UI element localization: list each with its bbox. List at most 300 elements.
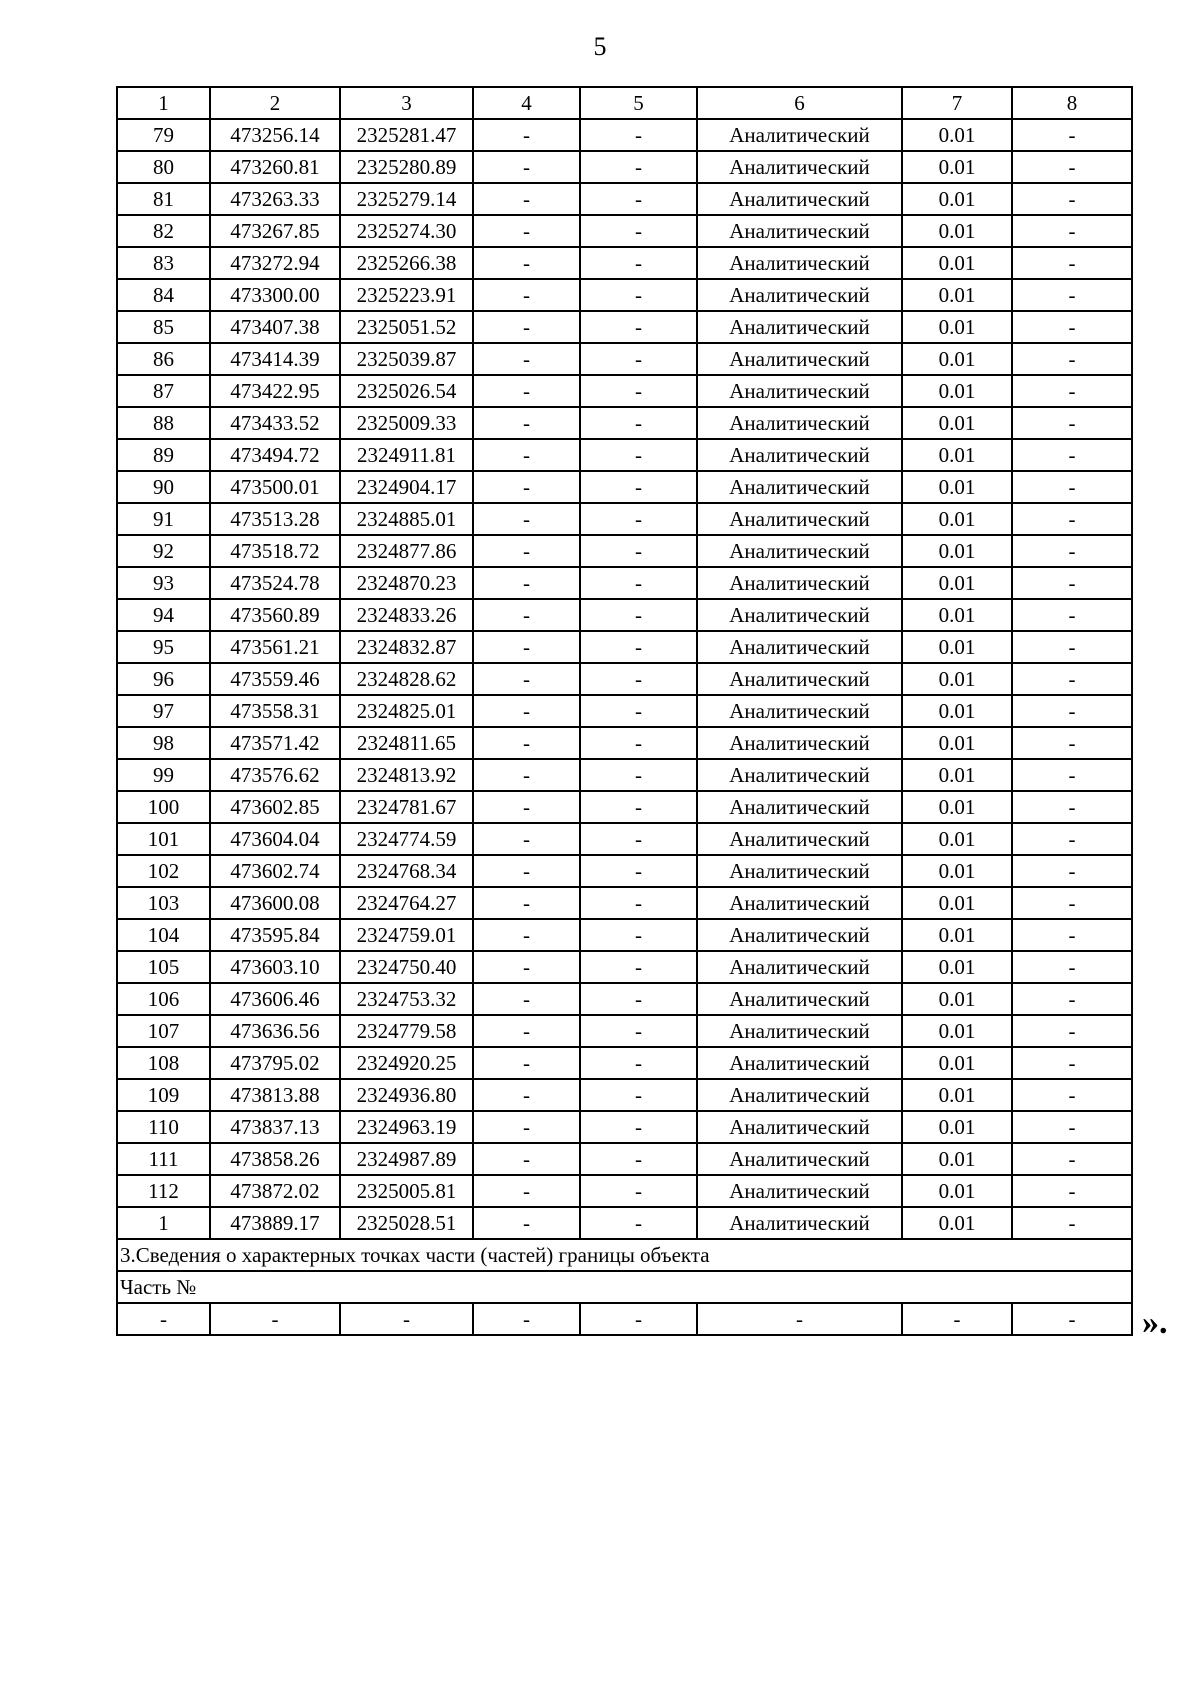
method-cell: Аналитический <box>697 919 902 951</box>
col8-cell: - <box>1012 535 1132 567</box>
col5-cell: - <box>580 791 697 823</box>
method-cell: Аналитический <box>697 247 902 279</box>
col4-cell: - <box>473 503 580 535</box>
header-cell: 1 <box>117 87 210 119</box>
accuracy-cell: 0.01 <box>902 1175 1012 1207</box>
col8-cell: - <box>1012 1047 1132 1079</box>
col4-cell: - <box>473 215 580 247</box>
x-coordinate-cell: 473813.88 <box>210 1079 340 1111</box>
table-row <box>117 503 1132 535</box>
method-cell: Аналитический <box>697 823 902 855</box>
point-number-cell: 81 <box>117 183 210 215</box>
col5-cell: - <box>580 535 697 567</box>
empty-cell: - <box>210 1303 340 1335</box>
accuracy-cell: 0.01 <box>902 727 1012 759</box>
point-number-cell: 94 <box>117 599 210 631</box>
x-coordinate-cell: 473858.26 <box>210 1143 340 1175</box>
method-cell: Аналитический <box>697 183 902 215</box>
y-coordinate-cell: 2324811.65 <box>340 727 473 759</box>
point-number-cell: 82 <box>117 215 210 247</box>
point-number-cell: 1 <box>117 1207 210 1239</box>
point-number-cell: 104 <box>117 919 210 951</box>
header-cell: 3 <box>340 87 473 119</box>
col4-cell: - <box>473 1143 580 1175</box>
y-coordinate-cell: 2324825.01 <box>340 695 473 727</box>
y-coordinate-cell: 2324963.19 <box>340 1111 473 1143</box>
method-cell: Аналитический <box>697 1079 902 1111</box>
header-cell: 4 <box>473 87 580 119</box>
col8-cell: - <box>1012 1015 1132 1047</box>
x-coordinate-cell: 473558.31 <box>210 695 340 727</box>
x-coordinate-cell: 473513.28 <box>210 503 340 535</box>
x-coordinate-cell: 473407.38 <box>210 311 340 343</box>
col4-cell: - <box>473 471 580 503</box>
point-number-cell: 92 <box>117 535 210 567</box>
x-coordinate-cell: 473414.39 <box>210 343 340 375</box>
method-cell: Аналитический <box>697 1143 902 1175</box>
col5-cell: - <box>580 247 697 279</box>
y-coordinate-cell: 2325223.91 <box>340 279 473 311</box>
table-row <box>117 311 1132 343</box>
method-cell: Аналитический <box>697 407 902 439</box>
point-number-cell: 93 <box>117 567 210 599</box>
empty-cell: - <box>340 1303 473 1335</box>
accuracy-cell: 0.01 <box>902 375 1012 407</box>
col5-cell: - <box>580 759 697 791</box>
method-cell: Аналитический <box>697 695 902 727</box>
table-row <box>117 471 1132 503</box>
x-coordinate-cell: 473795.02 <box>210 1047 340 1079</box>
method-cell: Аналитический <box>697 951 902 983</box>
y-coordinate-cell: 2324877.86 <box>340 535 473 567</box>
col4-cell: - <box>473 247 580 279</box>
y-coordinate-cell: 2324832.87 <box>340 631 473 663</box>
accuracy-cell: 0.01 <box>902 663 1012 695</box>
col8-cell: - <box>1012 311 1132 343</box>
y-coordinate-cell: 2325028.51 <box>340 1207 473 1239</box>
point-number-cell: 110 <box>117 1111 210 1143</box>
method-cell: Аналитический <box>697 535 902 567</box>
table-row <box>117 855 1132 887</box>
y-coordinate-cell: 2325051.52 <box>340 311 473 343</box>
x-coordinate-cell: 473604.04 <box>210 823 340 855</box>
col5-cell: - <box>580 727 697 759</box>
x-coordinate-cell: 473518.72 <box>210 535 340 567</box>
col8-cell: - <box>1012 983 1132 1015</box>
table-row <box>117 151 1132 183</box>
accuracy-cell: 0.01 <box>902 1207 1012 1239</box>
point-number-cell: 91 <box>117 503 210 535</box>
method-cell: Аналитический <box>697 503 902 535</box>
point-number-cell: 86 <box>117 343 210 375</box>
col4-cell: - <box>473 407 580 439</box>
method-cell: Аналитический <box>697 1207 902 1239</box>
header-cell: 2 <box>210 87 340 119</box>
section-title-row <box>117 1239 1132 1271</box>
accuracy-cell: 0.01 <box>902 343 1012 375</box>
method-cell: Аналитический <box>697 663 902 695</box>
accuracy-cell: 0.01 <box>902 1015 1012 1047</box>
method-cell: Аналитический <box>697 631 902 663</box>
col8-cell: - <box>1012 407 1132 439</box>
method-cell: Аналитический <box>697 375 902 407</box>
y-coordinate-cell: 2324828.62 <box>340 663 473 695</box>
method-cell: Аналитический <box>697 119 902 151</box>
col8-cell: - <box>1012 823 1132 855</box>
table-row <box>117 1047 1132 1079</box>
col4-cell: - <box>473 695 580 727</box>
accuracy-cell: 0.01 <box>902 407 1012 439</box>
accuracy-cell: 0.01 <box>902 631 1012 663</box>
y-coordinate-cell: 2324774.59 <box>340 823 473 855</box>
col5-cell: - <box>580 631 697 663</box>
col4-cell: - <box>473 823 580 855</box>
header-cell: 8 <box>1012 87 1132 119</box>
method-cell: Аналитический <box>697 887 902 919</box>
accuracy-cell: 0.01 <box>902 503 1012 535</box>
table-row <box>117 279 1132 311</box>
col8-cell: - <box>1012 791 1132 823</box>
table-row <box>117 599 1132 631</box>
empty-part-row <box>117 1303 1132 1335</box>
col4-cell: - <box>473 183 580 215</box>
empty-cell: - <box>473 1303 580 1335</box>
point-number-cell: 103 <box>117 887 210 919</box>
accuracy-cell: 0.01 <box>902 567 1012 599</box>
table-row <box>117 119 1132 151</box>
col8-cell: - <box>1012 567 1132 599</box>
x-coordinate-cell: 473559.46 <box>210 663 340 695</box>
x-coordinate-cell: 473263.33 <box>210 183 340 215</box>
y-coordinate-cell: 2324813.92 <box>340 759 473 791</box>
method-cell: Аналитический <box>697 1015 902 1047</box>
col4-cell: - <box>473 983 580 1015</box>
col8-cell: - <box>1012 887 1132 919</box>
col5-cell: - <box>580 1111 697 1143</box>
col8-cell: - <box>1012 279 1132 311</box>
col4-cell: - <box>473 375 580 407</box>
table-row <box>117 695 1132 727</box>
accuracy-cell: 0.01 <box>902 535 1012 567</box>
y-coordinate-cell: 2324753.32 <box>340 983 473 1015</box>
table-header-row <box>117 87 1132 119</box>
point-number-cell: 98 <box>117 727 210 759</box>
col4-cell: - <box>473 791 580 823</box>
table-row <box>117 759 1132 791</box>
point-number-cell: 111 <box>117 1143 210 1175</box>
col8-cell: - <box>1012 215 1132 247</box>
table-row <box>117 823 1132 855</box>
point-number-cell: 80 <box>117 151 210 183</box>
empty-cell: - <box>902 1303 1012 1335</box>
method-cell: Аналитический <box>697 727 902 759</box>
col8-cell: - <box>1012 471 1132 503</box>
section-title: 3.Сведения о характерных точках части (частей) границы объекта <box>117 1239 1132 1271</box>
accuracy-cell: 0.01 <box>902 983 1012 1015</box>
x-coordinate-cell: 473433.52 <box>210 407 340 439</box>
y-coordinate-cell: 2324779.58 <box>340 1015 473 1047</box>
y-coordinate-cell: 2324833.26 <box>340 599 473 631</box>
table-row <box>117 215 1132 247</box>
col4-cell: - <box>473 439 580 471</box>
col8-cell: - <box>1012 375 1132 407</box>
method-cell: Аналитический <box>697 311 902 343</box>
accuracy-cell: 0.01 <box>902 1047 1012 1079</box>
table-row <box>117 439 1132 471</box>
col5-cell: - <box>580 183 697 215</box>
point-number-cell: 79 <box>117 119 210 151</box>
table-row <box>117 1111 1132 1143</box>
method-cell: Аналитический <box>697 791 902 823</box>
col8-cell: - <box>1012 1079 1132 1111</box>
accuracy-cell: 0.01 <box>902 855 1012 887</box>
y-coordinate-cell: 2325026.54 <box>340 375 473 407</box>
x-coordinate-cell: 473560.89 <box>210 599 340 631</box>
x-coordinate-cell: 473837.13 <box>210 1111 340 1143</box>
header-cell: 5 <box>580 87 697 119</box>
col5-cell: - <box>580 1207 697 1239</box>
accuracy-cell: 0.01 <box>902 599 1012 631</box>
x-coordinate-cell: 473422.95 <box>210 375 340 407</box>
empty-cell: - <box>117 1303 210 1335</box>
point-number-cell: 105 <box>117 951 210 983</box>
point-number-cell: 89 <box>117 439 210 471</box>
accuracy-cell: 0.01 <box>902 823 1012 855</box>
col5-cell: - <box>580 599 697 631</box>
col8-cell: - <box>1012 855 1132 887</box>
table-row <box>117 535 1132 567</box>
accuracy-cell: 0.01 <box>902 1143 1012 1175</box>
col4-cell: - <box>473 855 580 887</box>
col5-cell: - <box>580 1047 697 1079</box>
table-row <box>117 1207 1132 1239</box>
method-cell: Аналитический <box>697 343 902 375</box>
col8-cell: - <box>1012 951 1132 983</box>
col5-cell: - <box>580 439 697 471</box>
accuracy-cell: 0.01 <box>902 951 1012 983</box>
y-coordinate-cell: 2324885.01 <box>340 503 473 535</box>
part-label-row <box>117 1271 1132 1303</box>
method-cell: Аналитический <box>697 1047 902 1079</box>
method-cell: Аналитический <box>697 279 902 311</box>
point-number-cell: 83 <box>117 247 210 279</box>
x-coordinate-cell: 473571.42 <box>210 727 340 759</box>
point-number-cell: 84 <box>117 279 210 311</box>
point-number-cell: 106 <box>117 983 210 1015</box>
col5-cell: - <box>580 343 697 375</box>
y-coordinate-cell: 2324750.40 <box>340 951 473 983</box>
col8-cell: - <box>1012 1175 1132 1207</box>
method-cell: Аналитический <box>697 215 902 247</box>
x-coordinate-cell: 473576.62 <box>210 759 340 791</box>
x-coordinate-cell: 473524.78 <box>210 567 340 599</box>
accuracy-cell: 0.01 <box>902 1079 1012 1111</box>
col8-cell: - <box>1012 631 1132 663</box>
page-number: 5 <box>593 32 607 61</box>
table-row <box>117 1175 1132 1207</box>
point-number-cell: 109 <box>117 1079 210 1111</box>
col4-cell: - <box>473 535 580 567</box>
x-coordinate-cell: 473494.72 <box>210 439 340 471</box>
col5-cell: - <box>580 375 697 407</box>
x-coordinate-cell: 473260.81 <box>210 151 340 183</box>
x-coordinate-cell: 473600.08 <box>210 887 340 919</box>
point-number-cell: 100 <box>117 791 210 823</box>
y-coordinate-cell: 2324764.27 <box>340 887 473 919</box>
accuracy-cell: 0.01 <box>902 887 1012 919</box>
accuracy-cell: 0.01 <box>902 247 1012 279</box>
method-cell: Аналитический <box>697 567 902 599</box>
header-cell: 7 <box>902 87 1012 119</box>
col4-cell: - <box>473 343 580 375</box>
col5-cell: - <box>580 407 697 439</box>
col4-cell: - <box>473 631 580 663</box>
x-coordinate-cell: 473595.84 <box>210 919 340 951</box>
col8-cell: - <box>1012 695 1132 727</box>
accuracy-cell: 0.01 <box>902 151 1012 183</box>
col8-cell: - <box>1012 343 1132 375</box>
x-coordinate-cell: 473272.94 <box>210 247 340 279</box>
col5-cell: - <box>580 663 697 695</box>
y-coordinate-cell: 2324904.17 <box>340 471 473 503</box>
col5-cell: - <box>580 503 697 535</box>
col5-cell: - <box>580 567 697 599</box>
col5-cell: - <box>580 695 697 727</box>
point-number-cell: 97 <box>117 695 210 727</box>
empty-cell: - <box>697 1303 902 1335</box>
col4-cell: - <box>473 887 580 919</box>
x-coordinate-cell: 473606.46 <box>210 983 340 1015</box>
table-row <box>117 407 1132 439</box>
accuracy-cell: 0.01 <box>902 919 1012 951</box>
x-coordinate-cell: 473256.14 <box>210 119 340 151</box>
y-coordinate-cell: 2325279.14 <box>340 183 473 215</box>
accuracy-cell: 0.01 <box>902 695 1012 727</box>
y-coordinate-cell: 2324936.80 <box>340 1079 473 1111</box>
col8-cell: - <box>1012 727 1132 759</box>
table-row <box>117 791 1132 823</box>
point-number-cell: 112 <box>117 1175 210 1207</box>
col4-cell: - <box>473 1015 580 1047</box>
col5-cell: - <box>580 887 697 919</box>
point-number-cell: 85 <box>117 311 210 343</box>
col8-cell: - <box>1012 759 1132 791</box>
accuracy-cell: 0.01 <box>902 439 1012 471</box>
y-coordinate-cell: 2325281.47 <box>340 119 473 151</box>
method-cell: Аналитический <box>697 1175 902 1207</box>
table-row <box>117 919 1132 951</box>
col4-cell: - <box>473 279 580 311</box>
point-number-cell: 88 <box>117 407 210 439</box>
x-coordinate-cell: 473602.85 <box>210 791 340 823</box>
table-row <box>117 247 1132 279</box>
coordinates-table <box>116 86 1133 1336</box>
method-cell: Аналитический <box>697 599 902 631</box>
point-number-cell: 108 <box>117 1047 210 1079</box>
x-coordinate-cell: 473561.21 <box>210 631 340 663</box>
col5-cell: - <box>580 1015 697 1047</box>
accuracy-cell: 0.01 <box>902 471 1012 503</box>
accuracy-cell: 0.01 <box>902 311 1012 343</box>
y-coordinate-cell: 2324759.01 <box>340 919 473 951</box>
col4-cell: - <box>473 1079 580 1111</box>
col4-cell: - <box>473 151 580 183</box>
col4-cell: - <box>473 1207 580 1239</box>
col8-cell: - <box>1012 439 1132 471</box>
col4-cell: - <box>473 1111 580 1143</box>
table-row <box>117 1015 1132 1047</box>
point-number-cell: 99 <box>117 759 210 791</box>
col4-cell: - <box>473 567 580 599</box>
col8-cell: - <box>1012 599 1132 631</box>
accuracy-cell: 0.01 <box>902 1111 1012 1143</box>
table-row <box>117 375 1132 407</box>
accuracy-cell: 0.01 <box>902 119 1012 151</box>
point-number-cell: 90 <box>117 471 210 503</box>
closing-quote-mark: ». <box>1142 1304 1168 1341</box>
method-cell: Аналитический <box>697 855 902 887</box>
table-row <box>117 887 1132 919</box>
method-cell: Аналитический <box>697 983 902 1015</box>
x-coordinate-cell: 473872.02 <box>210 1175 340 1207</box>
empty-cell: - <box>580 1303 697 1335</box>
y-coordinate-cell: 2325039.87 <box>340 343 473 375</box>
col5-cell: - <box>580 311 697 343</box>
method-cell: Аналитический <box>697 471 902 503</box>
method-cell: Аналитический <box>697 759 902 791</box>
part-label: Часть № <box>117 1271 1132 1303</box>
col8-cell: - <box>1012 119 1132 151</box>
x-coordinate-cell: 473889.17 <box>210 1207 340 1239</box>
table-row <box>117 183 1132 215</box>
table-row <box>117 631 1132 663</box>
col8-cell: - <box>1012 503 1132 535</box>
y-coordinate-cell: 2324768.34 <box>340 855 473 887</box>
y-coordinate-cell: 2324987.89 <box>340 1143 473 1175</box>
col4-cell: - <box>473 951 580 983</box>
y-coordinate-cell: 2325274.30 <box>340 215 473 247</box>
col5-cell: - <box>580 471 697 503</box>
col5-cell: - <box>580 919 697 951</box>
col4-cell: - <box>473 1047 580 1079</box>
method-cell: Аналитический <box>697 439 902 471</box>
table-row <box>117 1079 1132 1111</box>
table-row <box>117 1143 1132 1175</box>
y-coordinate-cell: 2325280.89 <box>340 151 473 183</box>
table-body <box>117 87 1132 1335</box>
y-coordinate-cell: 2325266.38 <box>340 247 473 279</box>
x-coordinate-cell: 473636.56 <box>210 1015 340 1047</box>
col5-cell: - <box>580 823 697 855</box>
col4-cell: - <box>473 311 580 343</box>
y-coordinate-cell: 2325009.33 <box>340 407 473 439</box>
x-coordinate-cell: 473267.85 <box>210 215 340 247</box>
col8-cell: - <box>1012 151 1132 183</box>
col5-cell: - <box>580 1079 697 1111</box>
col8-cell: - <box>1012 663 1132 695</box>
header-cell: 6 <box>697 87 902 119</box>
col5-cell: - <box>580 151 697 183</box>
col8-cell: - <box>1012 1207 1132 1239</box>
y-coordinate-cell: 2324781.67 <box>340 791 473 823</box>
table-row <box>117 727 1132 759</box>
y-coordinate-cell: 2324911.81 <box>340 439 473 471</box>
col5-cell: - <box>580 983 697 1015</box>
accuracy-cell: 0.01 <box>902 279 1012 311</box>
accuracy-cell: 0.01 <box>902 215 1012 247</box>
col4-cell: - <box>473 759 580 791</box>
col4-cell: - <box>473 1175 580 1207</box>
